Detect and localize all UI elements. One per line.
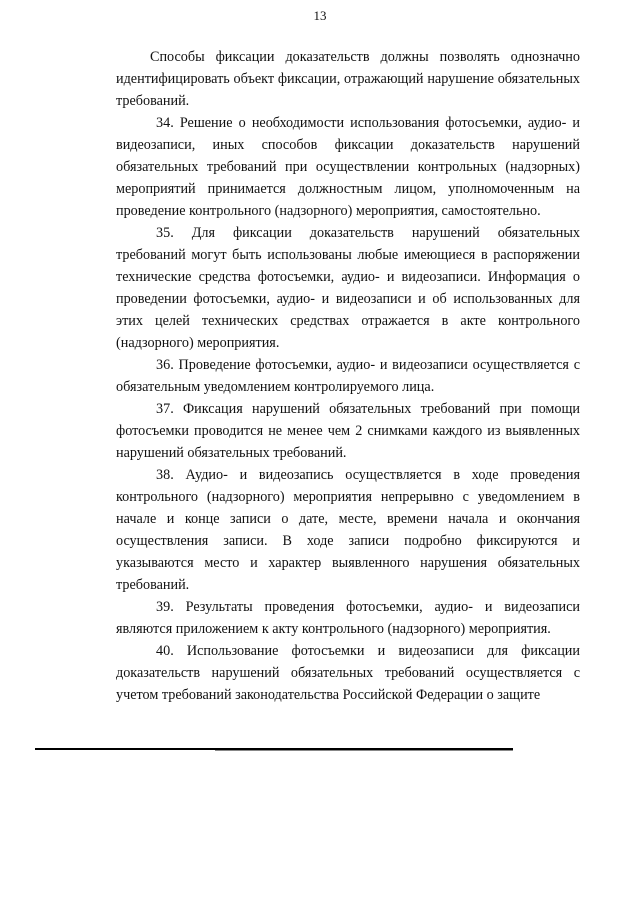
paragraph-39: 39. Результаты проведения фотосъемки, аудио- и видеозаписи являются приложением к акту контрольного (надзорного) мероприятия. <box>116 599 580 637</box>
paragraph-intro: Способы фиксации доказательств должны позволять однозначно идентифицировать объект фиксации, отражающий нарушение обязательных требований. <box>116 49 580 109</box>
page-number: 13 <box>313 8 327 23</box>
paragraph-40: 40. Использование фотосъемки и видеозаписи для фиксации доказательств нарушений обязательных требований осуществляется с учетом требований законодательства Российской Федерации о защите <box>116 643 580 703</box>
paragraph-37: 37. Фиксация нарушений обязательных требований при помощи фотосъемки проводится не менее чем 2 снимками каждого из выявленных нарушений обязательных требований. <box>116 401 580 461</box>
paragraph-36: 36. Проведение фотосъемки, аудио- и видеозаписи осуществляется с обязательным уведомлением контролируемого лица. <box>116 357 580 395</box>
document-body <box>116 46 580 706</box>
footer-divider <box>35 748 513 750</box>
paragraph-35: 35. Для фиксации доказательств нарушений обязательных требований могут быть использованы любые имеющиеся в распоряжении технические средства фотосъемки, аудио- и видеозаписи. Информация о проведении фотосъемки, аудио- и видеозаписи и об использованных для этих целей технических средствах отражается в акте контрольного (надзорного) мероприятия. <box>116 225 580 351</box>
paragraph-38: 38. Аудио- и видеозапись осуществляется в ходе проведения контрольного (надзорного) мероприятия непрерывно с уведомлением в начале и конце записи о дате, месте, времени начала и окончания осуществления записи. В ходе записи подробно фиксируются и указываются место и характер выявленного нарушения обязательных требований. <box>116 467 580 593</box>
paragraph-34: 34. Решение о необходимости использования фотосъемки, аудио- и видеозаписи, иных способов фиксации доказательств нарушений обязательных требований при осуществлении контрольных (надзорных) мероприятий принимается должностным лицом, уполномоченным на проведение контрольного (надзорного) мероприятия, самостоятельно. <box>116 115 580 219</box>
